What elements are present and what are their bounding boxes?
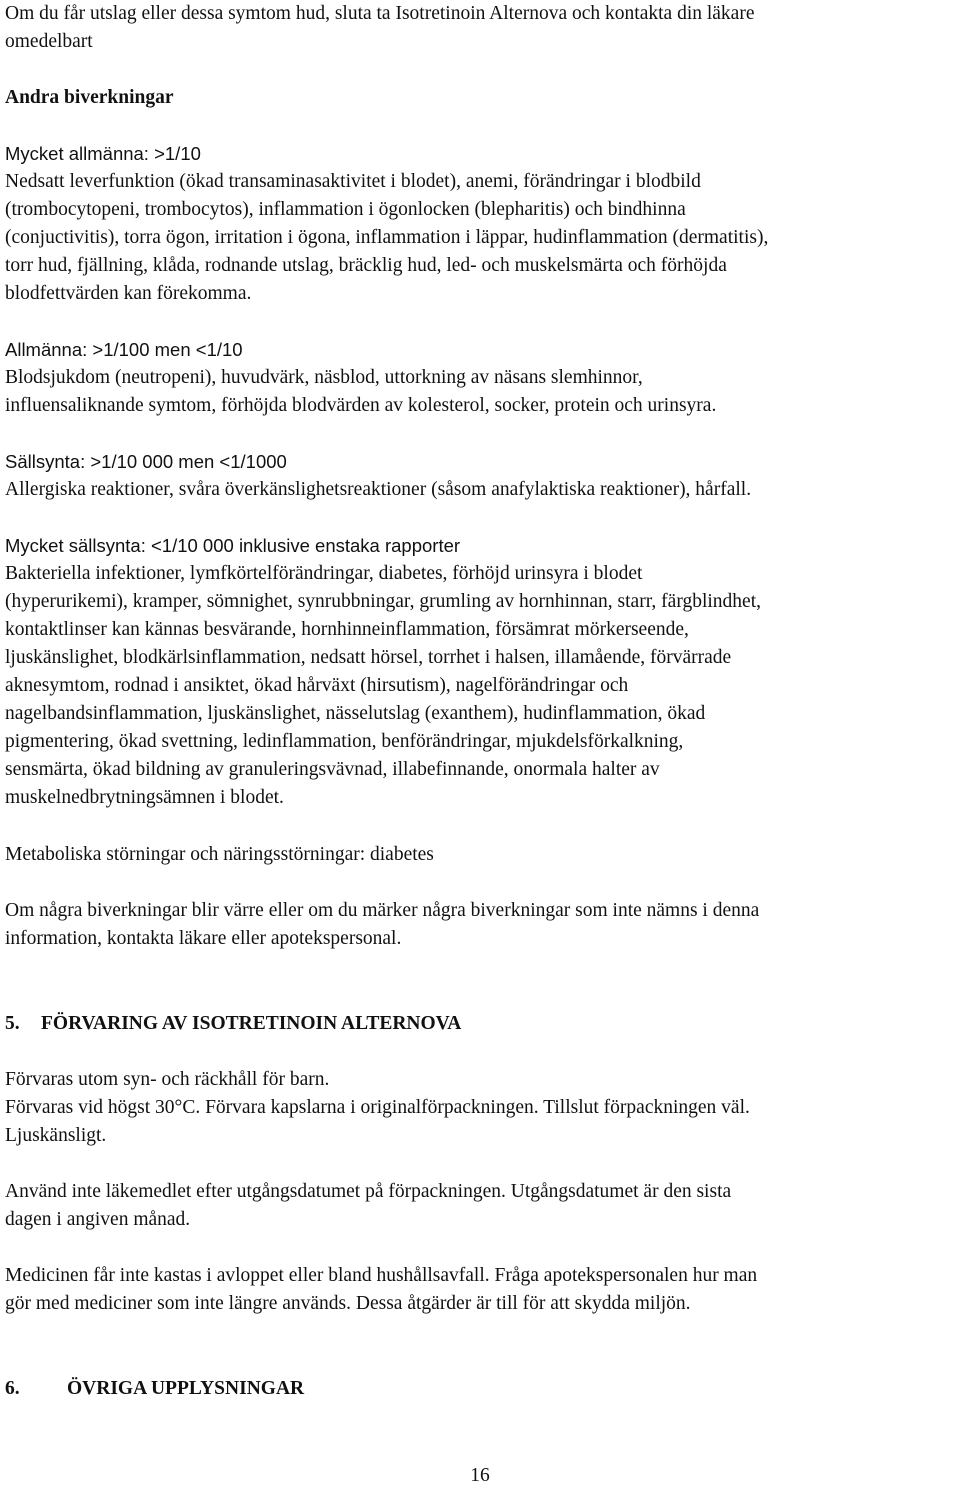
very-rare-line: nagelbandsinflammation, ljuskänslighet, nässelutslag (exanthem), hudinflammation, ökad (5, 703, 706, 724)
very-common-line: torr hud, fjällning, klåda, rodnande utslag, bräcklig hud, led- och muskelsmärta och förhöjda (5, 255, 727, 276)
very-rare-line: sensmärta, ökad bildning av granuleringsvävnad, illabefinnande, onormala halter av (5, 759, 660, 780)
very-rare-line: aknesymtom, rodnad i ansiktet, ökad hårväxt (hirsutism), nagelförändringar och (5, 675, 629, 696)
very-common-line: (trombocytopeni, trombocytos), inflammation i ögonlocken (blepharitis) och bindhinna (5, 199, 686, 220)
frequency-label-common: Allmänna: >1/100 men <1/10 (5, 339, 243, 360)
very-common-line: blodfettvärden kan förekomma. (5, 283, 252, 304)
page-number: 16 (470, 1465, 490, 1486)
frequency-label-very-common: Mycket allmänna: >1/10 (5, 143, 201, 164)
very-rare-line: Bakteriella infektioner, lymfkörtelförändringar, diabetes, förhöjd urinsyra i blodet (5, 563, 643, 584)
section-6-number: 6. (5, 1378, 20, 1399)
section-5-number: 5. (5, 1013, 20, 1034)
metabolic-line: Metaboliska störningar och näringsstörningar: diabetes (5, 844, 434, 865)
disposal-line: Medicinen får inte kastas i avloppet eller bland hushållsavfall. Fråga apotekspersonalen hur man (5, 1265, 758, 1286)
section-5-title: FÖRVARING AV ISOTRETINOIN ALTERNOVA (41, 1013, 462, 1034)
disposal-line: gör med mediciner som inte längre används. Dessa åtgärder är till för att skydda miljön. (5, 1293, 691, 1314)
expiry-line: Använd inte läkemedlet efter utgångsdatumet på förpackningen. Utgångsdatumet är den sista (5, 1181, 732, 1202)
frequency-label-very-rare: Mycket sällsynta: <1/10 000 inklusive enstaka rapporter (5, 535, 461, 556)
common-line: influensaliknande symtom, förhöjda blodvärden av kolesterol, socker, protein och urinsyra. (5, 395, 717, 416)
storage-line: Ljuskänsligt. (5, 1125, 107, 1146)
heading-other-side-effects: Andra biverkningar (5, 87, 174, 108)
storage-line: Förvaras vid högst 30°C. Förvara kapslarna i originalförpackningen. Tillslut förpackningen väl. (5, 1097, 750, 1118)
rare-line: Allergiska reaktioner, svåra överkänslighetsreaktioner (såsom anafylaktiska reaktioner), hårfall. (5, 479, 752, 500)
section-6-title: ÖVRIGA UPPLYSNINGAR (67, 1378, 305, 1399)
very-rare-line: ljuskänslighet, blodkärlsinflammation, nedsatt hörsel, torrhet i halsen, illamående, förvärrade (5, 647, 732, 668)
section-6-heading (5, 1375, 304, 1403)
worse-line: Om några biverkningar blir värre eller om du märker några biverkningar som inte nämns i denna (5, 900, 760, 921)
intro-line-1: Om du får utslag eller dessa symtom hud, sluta ta Isotretinoin Alternova och kontakta din läkare (5, 3, 755, 24)
very-rare-line: pigmentering, ökad svettning, ledinflammation, benförändringar, mjukdelsförkalkning, (5, 731, 684, 752)
frequency-label-rare: Sällsynta: >1/10 000 men <1/1000 (5, 451, 287, 472)
section-5-heading (5, 1010, 461, 1038)
worse-line: information, kontakta läkare eller apotekspersonal. (5, 928, 402, 949)
expiry-line: dagen i angiven månad. (5, 1209, 191, 1230)
intro-line-2: omedelbart (5, 31, 93, 52)
very-rare-line: (hyperurikemi), kramper, sömnighet, synrubbningar, grumling av hornhinnan, starr, färgblindhet, (5, 591, 761, 612)
very-common-line: (conjuctivitis), torra ögon, irritation i ögona, inflammation i läppar, hudinflammation (dermatitis), (5, 227, 769, 248)
very-common-line: Nedsatt leverfunktion (ökad transaminasaktivitet i blodet), anemi, förändringar i blodbild (5, 171, 701, 192)
very-rare-line: kontaktlinser kan kännas besvärande, hornhinneinflammation, försämrat mörkerseende, (5, 619, 689, 640)
very-rare-line: muskelnedbrytningsämnen i blodet. (5, 787, 284, 808)
common-line: Blodsjukdom (neutropeni), huvudvärk, näsblod, uttorkning av näsans slemhinnor, (5, 367, 643, 388)
storage-line: Förvaras utom syn- och räckhåll för barn. (5, 1069, 330, 1090)
